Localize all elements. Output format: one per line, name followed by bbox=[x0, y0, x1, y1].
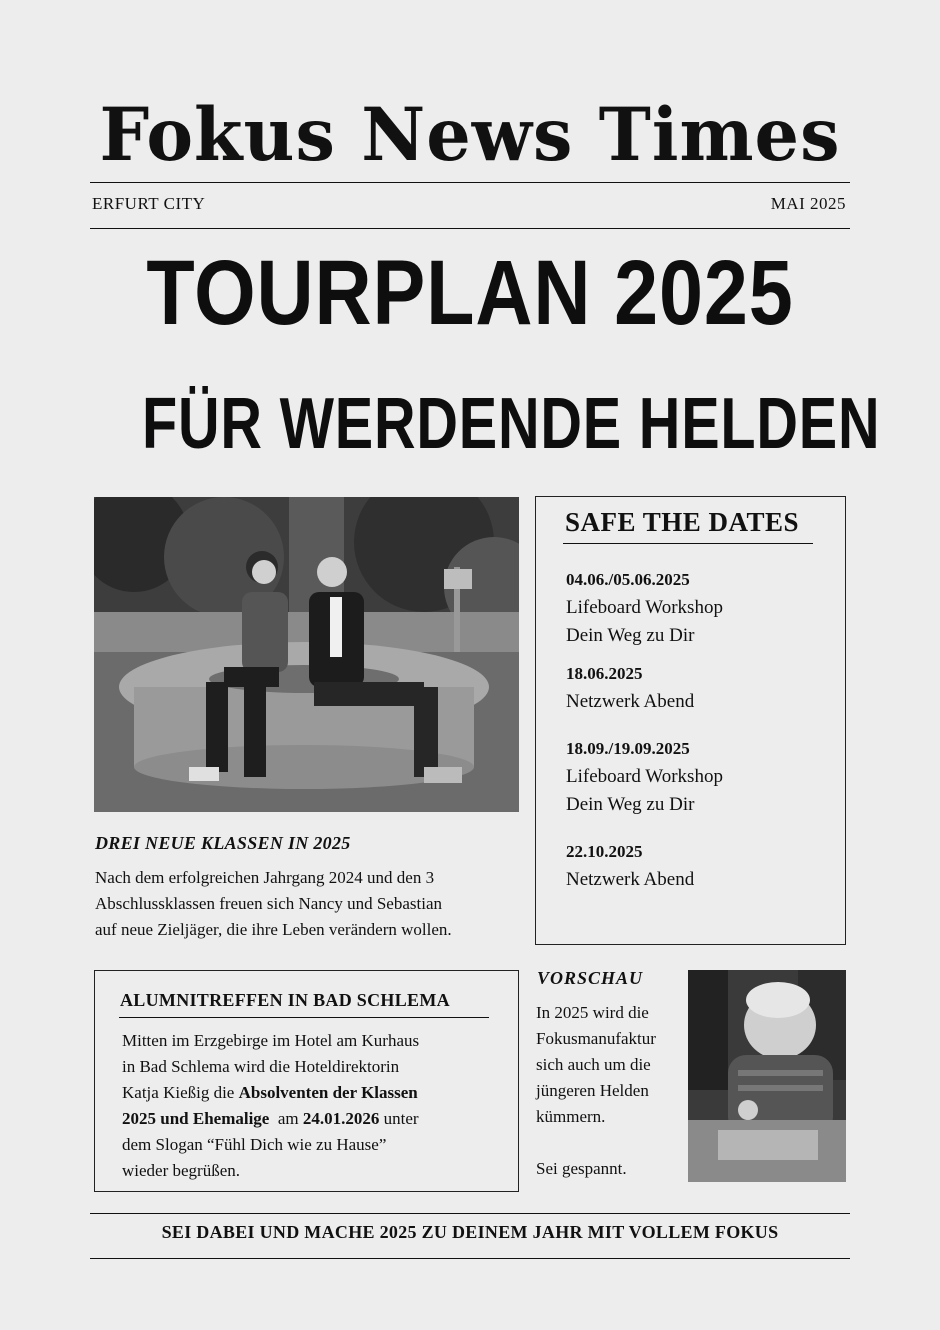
classes-heading: DREI NEUE KLASSEN IN 2025 bbox=[95, 833, 351, 853]
date-entry bbox=[566, 660, 694, 716]
masthead-rule-top bbox=[90, 182, 850, 183]
preview-line: sich auch um die bbox=[536, 1055, 651, 1074]
footer-slogan: SEI DABEI UND MACHE 2025 ZU DEINEM JAHR MIT VOLLEM FOKUS bbox=[161, 1222, 779, 1242]
dates-title: SAFE THE DATES bbox=[565, 507, 800, 537]
classes-line: Nach dem erfolgreichen Jahrgang 2024 und den 3 bbox=[95, 868, 435, 887]
preview-body bbox=[536, 1000, 686, 1182]
preview-line: In 2025 wird die bbox=[536, 1003, 649, 1022]
alumni-line: dem Slogan “Fühl Dich wie zu Hause” bbox=[122, 1135, 387, 1154]
alumni-text: Katja Kießig die bbox=[122, 1083, 239, 1102]
footer-rule-top bbox=[90, 1213, 850, 1214]
event-subtitle: Dein Weg zu Dir bbox=[566, 625, 695, 646]
classes-line: Abschlussklassen freuen sich Nancy und Sebastian bbox=[95, 894, 443, 913]
preview-closing: Sei gespannt. bbox=[536, 1159, 627, 1178]
preview-heading: VORSCHAU bbox=[537, 968, 644, 988]
date-label: 22.10.2025 bbox=[566, 842, 643, 861]
preview-line: jüngeren Helden bbox=[536, 1081, 649, 1100]
preview-line: Fokusmanufaktur bbox=[536, 1029, 656, 1048]
preview-line: kümmern. bbox=[536, 1107, 606, 1126]
date-entry bbox=[566, 838, 694, 894]
event-title: Lifeboard Workshop bbox=[566, 597, 723, 618]
newspaper-masthead: Fokus News Times bbox=[99, 90, 841, 179]
team-photo bbox=[94, 497, 519, 812]
alumni-line: wieder begrüßen. bbox=[122, 1161, 241, 1180]
alumni-emphasis: Absolventen der Klassen bbox=[238, 1083, 418, 1102]
alumni-text: am bbox=[269, 1109, 303, 1128]
alumni-line: in Bad Schlema wird die Hoteldirektorin bbox=[122, 1057, 400, 1076]
event-title: Lifeboard Workshop bbox=[566, 766, 723, 787]
alumni-date: 24.01.2026 bbox=[302, 1109, 380, 1128]
headline-sub: FÜR WERDENDE HELDEN bbox=[142, 384, 881, 464]
edition-city: ERFURT CITY bbox=[92, 194, 206, 213]
date-label: 18.06.2025 bbox=[566, 664, 643, 683]
alumni-heading: ALUMNITREFFEN IN BAD SCHLEMA bbox=[120, 990, 450, 1010]
alumni-text: unter bbox=[379, 1109, 419, 1128]
date-label: 04.06./05.06.2025 bbox=[566, 570, 690, 589]
dates-title-underline bbox=[563, 543, 813, 544]
classes-body bbox=[95, 865, 525, 943]
date-entry bbox=[566, 735, 723, 819]
masthead-rule-bottom bbox=[90, 228, 850, 229]
footer-rule-bottom bbox=[90, 1258, 850, 1259]
child-photo bbox=[688, 970, 846, 1182]
classes-line: auf neue Zieljäger, die ihre Leben verändern wollen. bbox=[95, 920, 452, 939]
alumni-line bbox=[122, 1080, 512, 1106]
alumni-line: Mitten im Erzgebirge im Hotel am Kurhaus bbox=[122, 1031, 420, 1050]
event-subtitle: Dein Weg zu Dir bbox=[566, 794, 695, 815]
edition-date: MAI 2025 bbox=[770, 194, 846, 213]
event-title: Netzwerk Abend bbox=[566, 691, 695, 712]
alumni-emphasis: 2025 und Ehemalige bbox=[122, 1109, 270, 1128]
date-entry bbox=[566, 566, 723, 650]
alumni-heading-underline bbox=[119, 1017, 489, 1018]
alumni-body bbox=[122, 1028, 512, 1184]
event-title: Netzwerk Abend bbox=[566, 869, 695, 890]
date-label: 18.09./19.09.2025 bbox=[566, 739, 690, 758]
alumni-line bbox=[122, 1106, 512, 1132]
headline-main: TOURPLAN 2025 bbox=[146, 242, 794, 344]
